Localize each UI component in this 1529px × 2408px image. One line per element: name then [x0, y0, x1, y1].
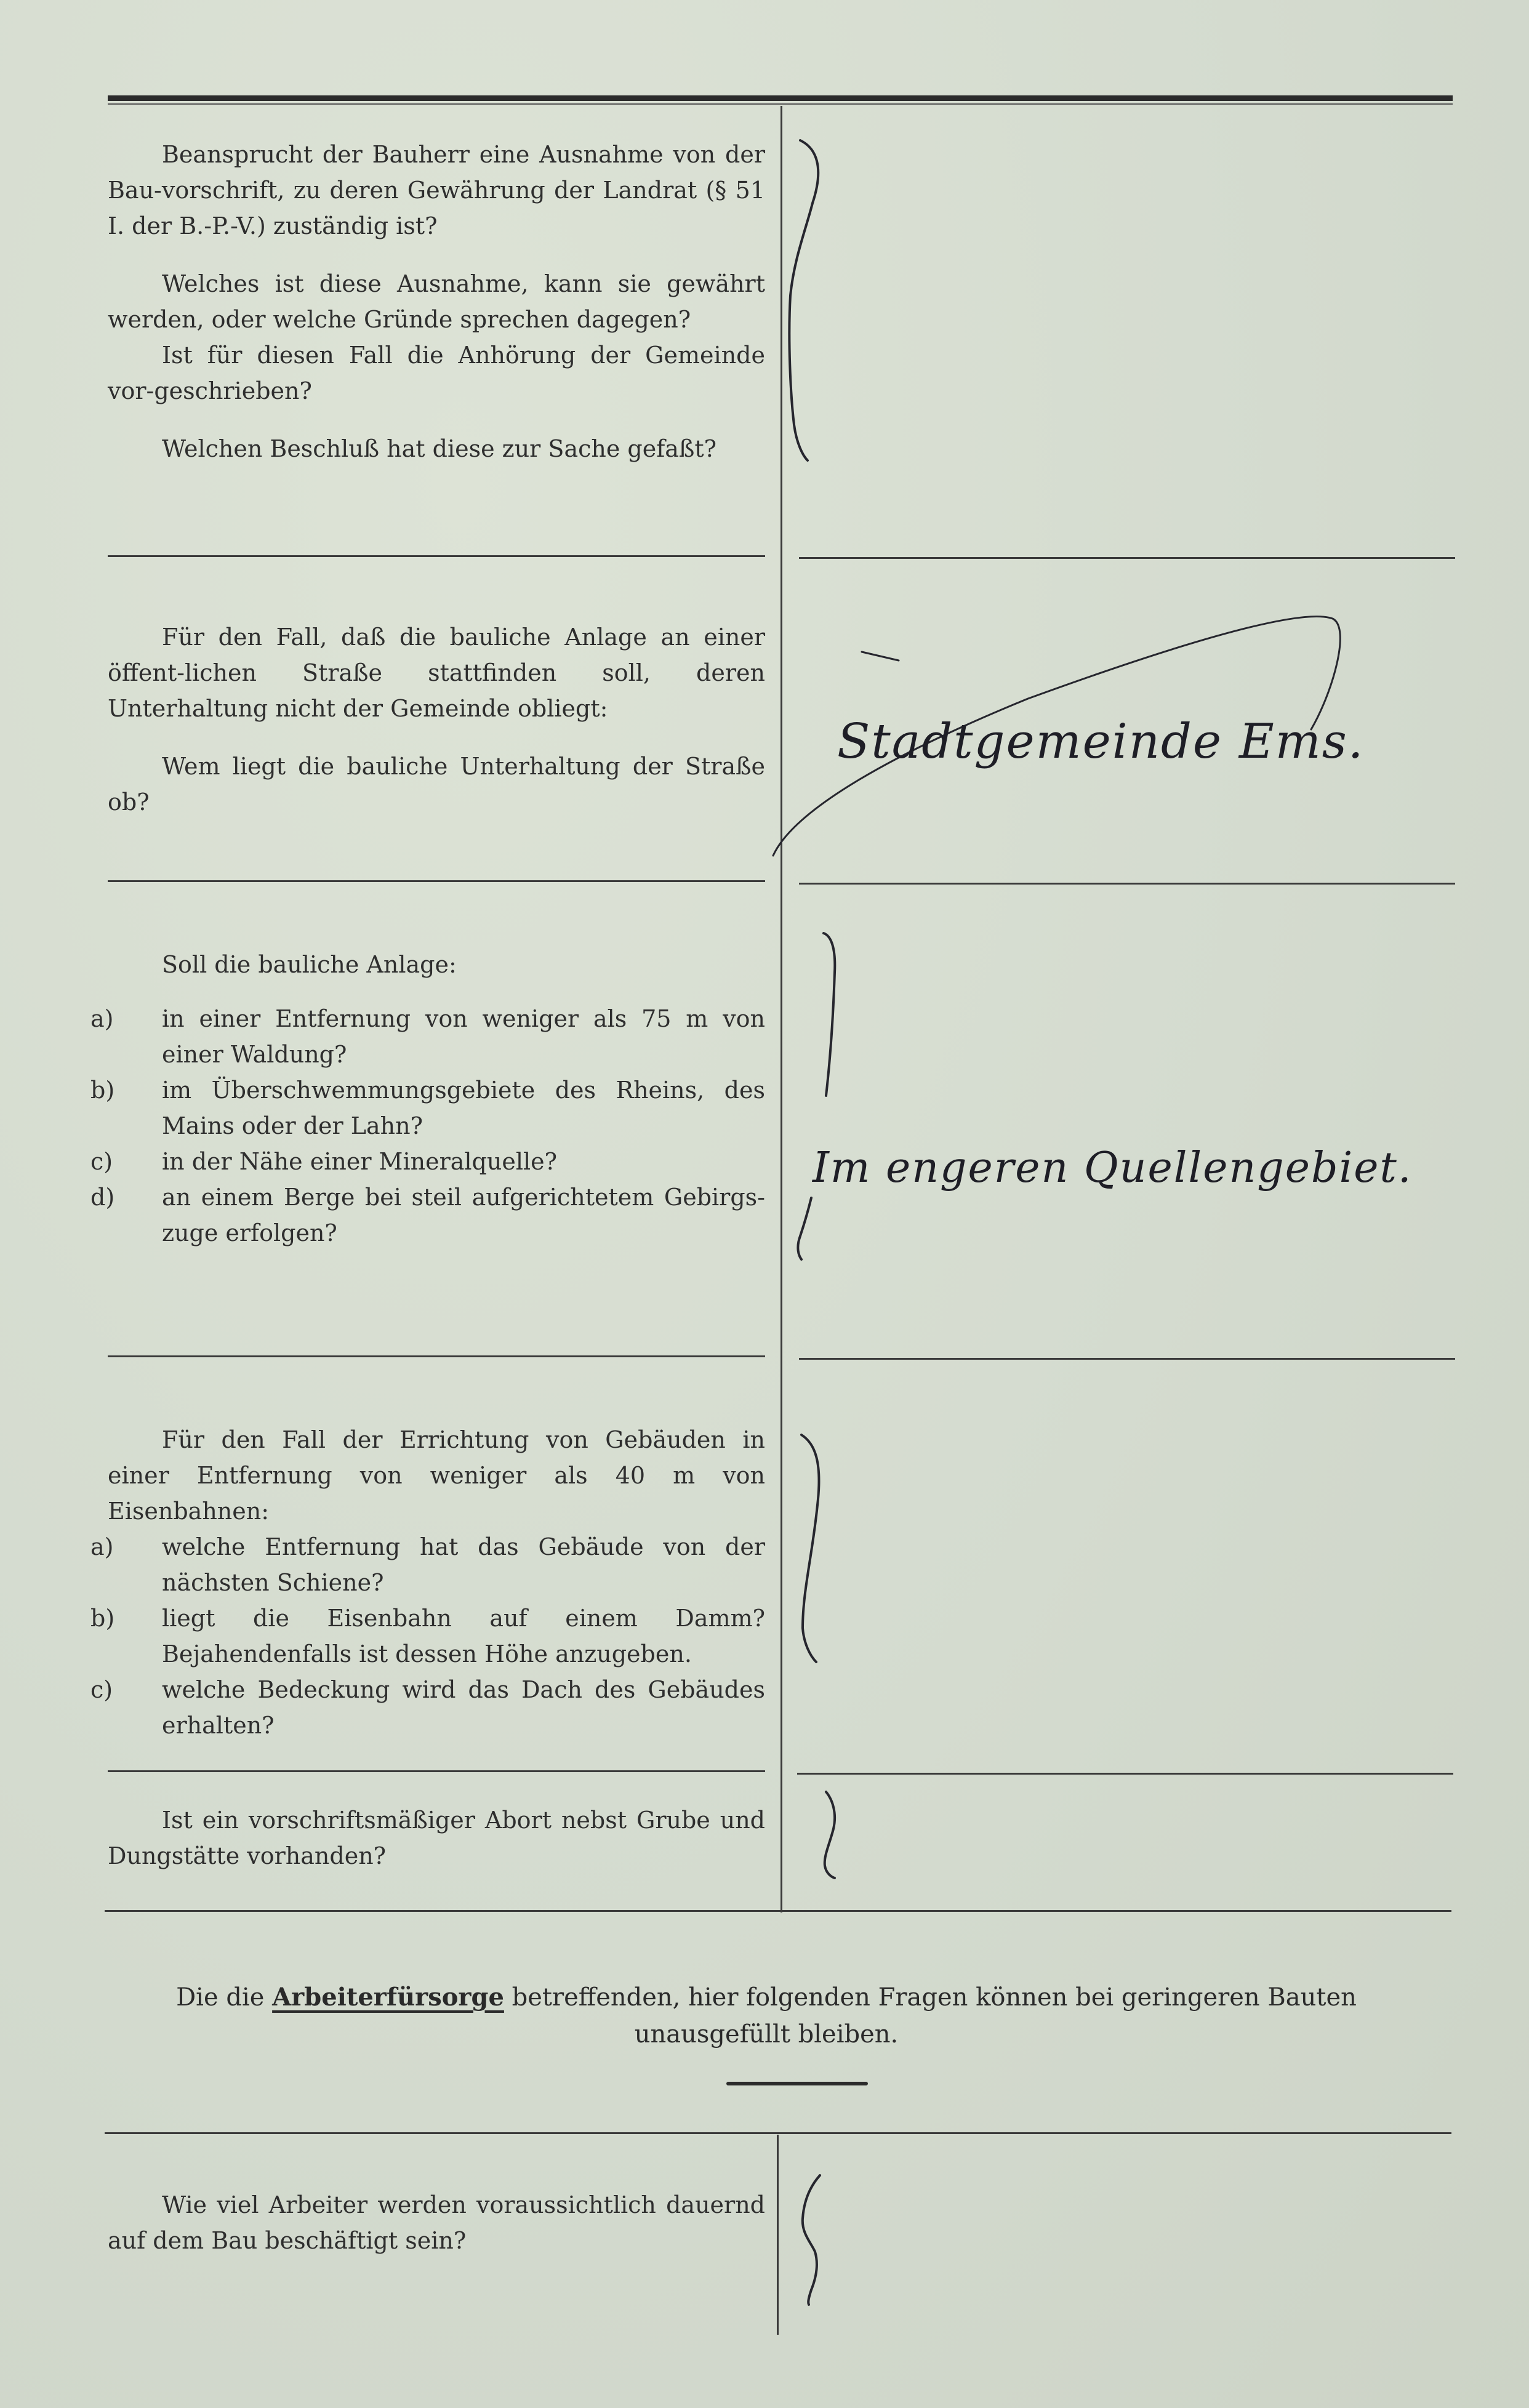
question-text: Beansprucht der Bauherr eine Ausnahme von der Bau-vorschrift, zu deren Gewährung der Landrat (§ 51 I. der B.-P.-V.) zuständig ist?: [108, 141, 765, 239]
section-separator: [105, 1910, 1451, 1912]
answer-handwritten: Stadtgemeinde Ems.: [837, 714, 1365, 769]
row-separator: [799, 883, 1455, 885]
question-text: Ist für diesen Fall die Anhörung der Gemeinde vor-geschrieben?: [108, 342, 765, 404]
list-item: b) liegt die Eisenbahn auf einem Damm? Bejahendenfalls ist dessen Höhe anzugeben.: [90, 1605, 765, 1668]
top-rule-thin: [108, 103, 1453, 105]
row-separator: [799, 557, 1455, 559]
list-item: a) welche Entfernung hat das Gebäude von der nächsten Schiene?: [90, 1533, 765, 1596]
row-separator: [797, 1773, 1453, 1775]
top-rule: [108, 95, 1453, 101]
question-text: Welchen Beschluß hat diese zur Sache gefaßt?: [162, 435, 716, 462]
row-separator: [108, 1770, 765, 1772]
list-item: b) im Überschwemmungsgebiete des Rheins, des Mains oder der Lahn?: [90, 1077, 765, 1139]
question-text: Für den Fall, daß die bauliche Anlage an einer öffent-lichen Straße stattfinden soll, deren Unterhaltung nicht der Gemeinde obliegt:: [108, 624, 765, 722]
list-item: d) an einem Berge bei steil aufgerichtetem Gebirgs-zuge erfolgen?: [90, 1184, 765, 1246]
question-text: Ist ein vorschriftsmäßiger Abort nebst Grube und Dungstätte vorhanden?: [108, 1807, 765, 1869]
brace-mark: [790, 1431, 840, 1665]
list-item: a) in einer Entfernung von weniger als 75 m von einer Waldung?: [90, 1005, 765, 1068]
note-highlight: Arbeiterfürsorge: [272, 1983, 504, 2012]
row-separator: [799, 1358, 1455, 1360]
question-toilet: [108, 1802, 765, 1874]
brace-mark: [789, 2172, 838, 2307]
workers-welfare-note: Die die Arbeiterfürsorge betreffenden, hier folgenden Fragen können bei geringeren Bauten unausgefüllt bleiben.: [176, 1983, 1357, 2049]
question-public-road: [108, 619, 765, 820]
question-text: Soll die bauliche Anlage:: [162, 951, 457, 978]
column-divider-lower: [777, 2135, 779, 2335]
section-separator: [105, 2132, 1451, 2134]
question-exception: [108, 137, 765, 467]
row-separator: [108, 880, 765, 882]
question-text: Wie viel Arbeiter werden voraussichtlich dauernd auf dem Bau beschäftigt sein?: [108, 2191, 765, 2254]
brace-mark: [819, 929, 856, 1114]
answer-handwritten: Im engeren Quellengebiet.: [813, 1144, 1413, 1192]
row-separator: [108, 1355, 765, 1357]
question-text: Welches ist diese Ausnahme, kann sie gewährt werden, oder welche Gründe sprechen dagegen?: [108, 270, 765, 333]
separator-dash: [726, 2082, 868, 2085]
brace-mark: [782, 135, 831, 468]
list-item: c) in der Nähe einer Mineralquelle?: [90, 1148, 558, 1175]
brace-mark: [813, 1788, 849, 1880]
question-workers: [108, 2187, 765, 2258]
brace-mark: [789, 1194, 826, 1262]
question-text: Für den Fall der Errichtung von Gebäuden in einer Entfernung von weniger als 40 m von Eisenbahnen:: [108, 1426, 765, 1525]
row-separator: [108, 555, 765, 557]
question-location: [90, 947, 765, 1251]
question-text: Wem liegt die bauliche Unterhaltung der Straße ob?: [108, 753, 765, 816]
list-item: c) welche Bedeckung wird das Dach des Gebäudes erhalten?: [90, 1676, 765, 1739]
question-railway: [90, 1422, 765, 1743]
